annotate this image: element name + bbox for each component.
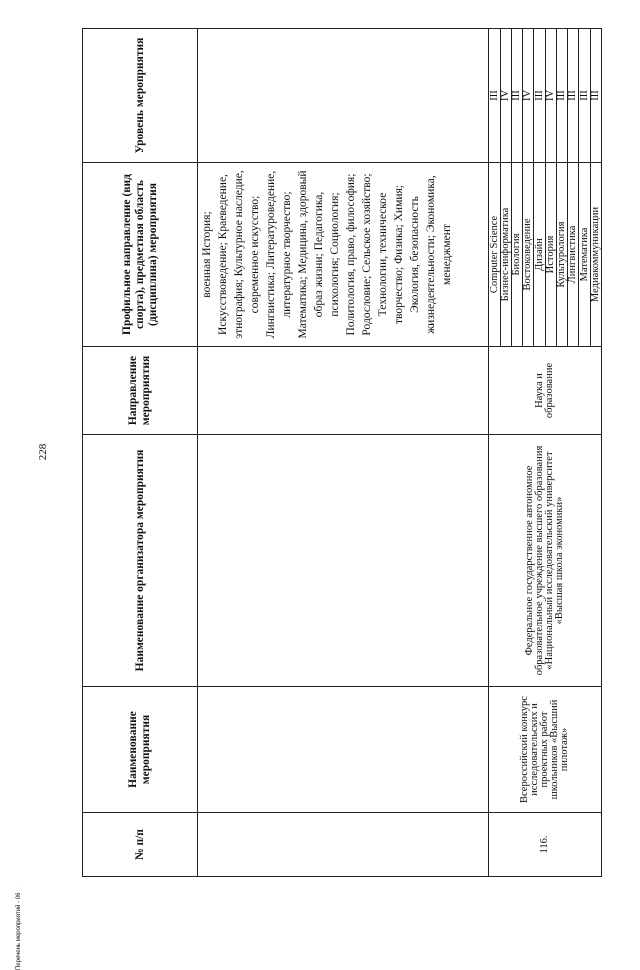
level-cell: III: [534, 29, 545, 163]
events-table: [82, 28, 602, 877]
profile-cell: Биология: [511, 163, 522, 347]
footer-note: [16, 830, 26, 970]
page-number: 228: [37, 443, 49, 461]
profile-cell: Востоковедение: [523, 163, 534, 347]
level-cell: III: [556, 29, 567, 163]
continuation-organizer-cell: [198, 435, 489, 687]
header-profile: Профильное направление (вид спорта), предметная область (дисциплина) мероприятия: [83, 163, 198, 347]
level-cell: III: [590, 29, 601, 163]
header-direction: Направление мероприятия: [83, 347, 198, 435]
continuation-level-cell: [198, 29, 489, 163]
level-cell: IV: [500, 29, 511, 163]
continuation-number-cell: [198, 813, 489, 877]
level-cell: III: [511, 29, 522, 163]
header-event-name: Наименование мероприятия: [83, 687, 198, 813]
table-header-row: [83, 29, 198, 877]
profile-cell: Бизнес-информатика: [500, 163, 511, 347]
header-number: № п/п: [83, 813, 198, 877]
level-cell: IV: [545, 29, 556, 163]
level-cell: IV: [523, 29, 534, 163]
profile-cell: Математика: [579, 163, 590, 347]
profile-cell: Computer Science: [489, 163, 500, 347]
header-organizer: Наименование организатора мероприятия: [83, 435, 198, 687]
continuation-direction-cell: [198, 347, 489, 435]
continuation-profile-cell: военная История; Искусствоведение; Краеведение, этнография; Культурное наследие, современное искусство; Лингвистика; Литературоведение, литературное творчество; Математика; Медицина, здоровый образ жизни; Педагогика, психология; Социология; Политология, право, философия; Родословие; Сельское хозяйство; Технологии, техническое творчество; Физика; Химия; Экология, безопасность жизнедеятельности; Экономика, менеджмент: [198, 163, 489, 347]
footer-scribble: ·: [16, 884, 22, 887]
level-cell: III: [568, 29, 579, 163]
event-direction-cell: Наука и образование: [489, 347, 602, 435]
continuation-name-cell: [198, 687, 489, 813]
event-number-cell: 116.: [489, 813, 602, 877]
profile-cell: Дизайн: [534, 163, 545, 347]
profile-cell: Лингвистика: [568, 163, 579, 347]
level-cell: III: [489, 29, 500, 163]
events-table-wrapper: [82, 29, 602, 877]
continuation-row: [198, 29, 489, 877]
event-organizer-cell: Федеральное государственное автономное образовательное учреждение высшего образования «Национальный исследовательский университет «Высшая школа экономики»: [489, 435, 602, 687]
table-row: [489, 29, 500, 877]
event-name-cell: Всероссийский конкурс исследовательских и проектных работ школьников «Высший пилотаж»: [489, 687, 602, 813]
footer-text: Перечень мероприятий - 06: [16, 892, 22, 970]
level-cell: III: [579, 29, 590, 163]
profile-cell: Медиакоммуникации: [590, 163, 601, 347]
header-level: Уровень мероприятия: [83, 29, 198, 163]
profile-cell: Культурология: [556, 163, 567, 347]
profile-cell: История: [545, 163, 556, 347]
